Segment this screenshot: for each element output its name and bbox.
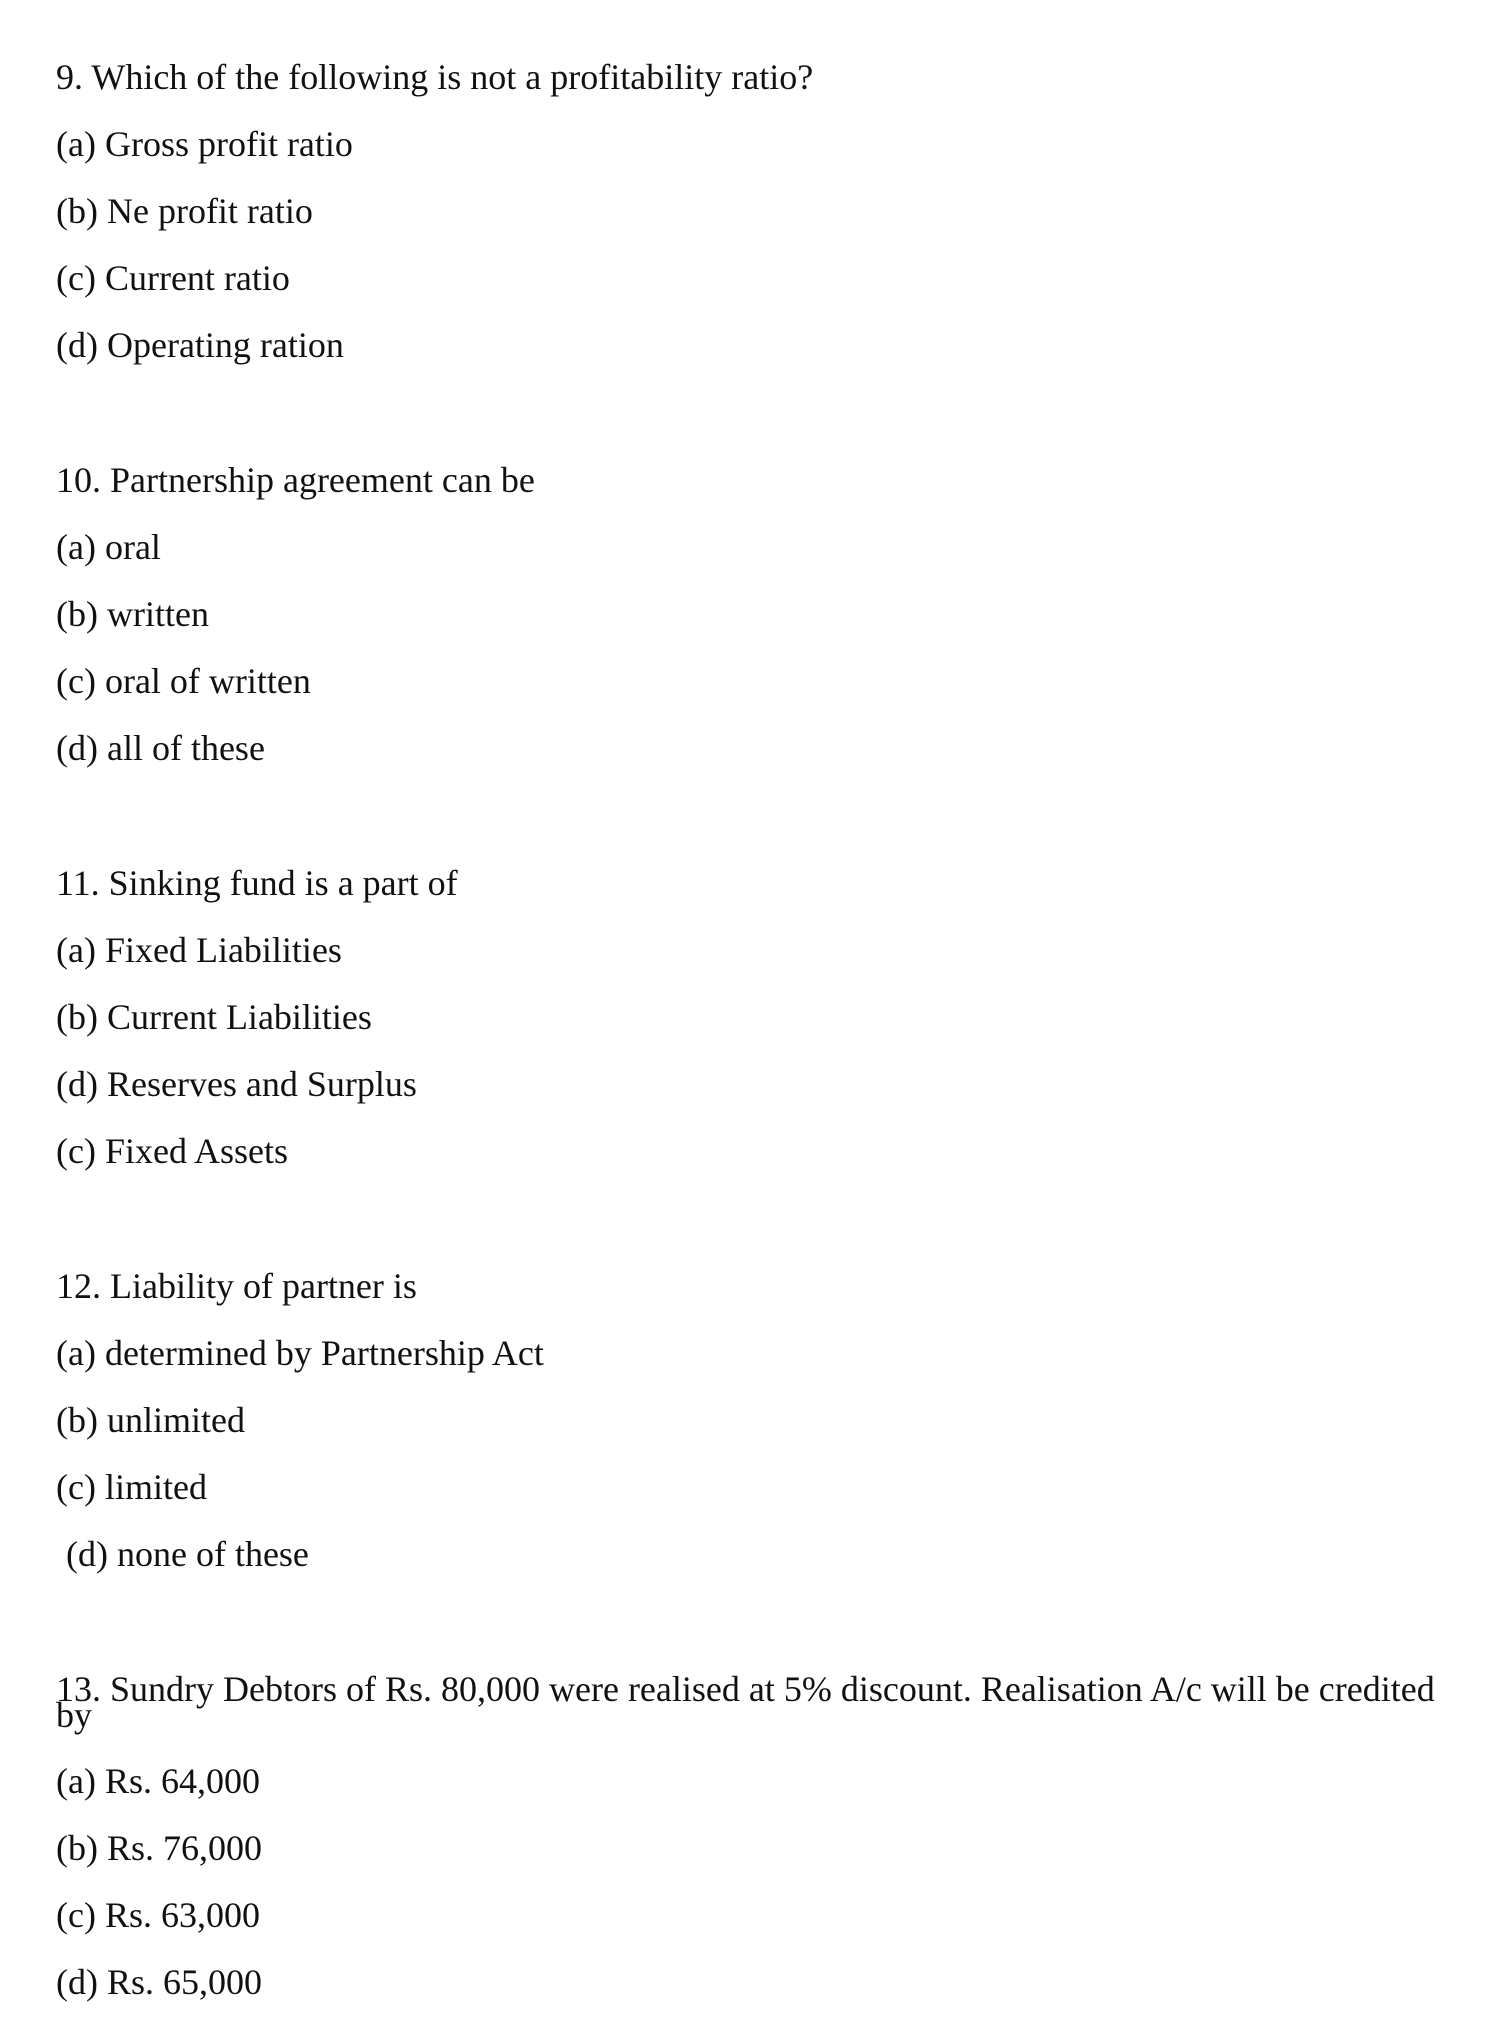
option-a: (a) oral xyxy=(56,527,161,567)
option-b: (b) unlimited xyxy=(56,1400,245,1440)
option-c: (c) Current ratio xyxy=(56,258,290,298)
option-c: (c) limited xyxy=(56,1467,207,1507)
option-d: (d) Reserves and Surplus xyxy=(56,1064,417,1104)
option-a: (a) Gross profit ratio xyxy=(56,124,353,164)
option-c: (c) Rs. 63,000 xyxy=(56,1895,260,1935)
option-b: (b) Ne profit ratio xyxy=(56,191,313,231)
option-a: (a) Fixed Liabilities xyxy=(56,930,342,970)
option-b: (b) Current Liabilities xyxy=(56,997,372,1037)
option-d: (d) Operating ration xyxy=(56,325,344,365)
option-d: (d) Rs. 65,000 xyxy=(56,1962,262,2002)
question-9 xyxy=(56,57,1456,399)
question-stem: 11. Sinking fund is a part of xyxy=(56,863,458,903)
option-a: (a) determined by Partnership Act xyxy=(56,1333,544,1373)
option-b: (b) written xyxy=(56,594,209,634)
option-c: (c) Fixed Assets xyxy=(56,1131,288,1171)
question-stem: 13. Sundry Debtors of Rs. 80,000 were realised at 5% discount. Realisation A/c will be credited by xyxy=(56,1669,1435,1735)
option-b: (b) Rs. 76,000 xyxy=(56,1828,262,1868)
question-stem: 9. Which of the following is not a profitability ratio? xyxy=(56,57,814,97)
option-d: (d) all of these xyxy=(56,728,265,768)
option-d: (d) none of these xyxy=(66,1534,309,1574)
question-10 xyxy=(56,460,1456,802)
question-13 xyxy=(56,1669,1456,2036)
question-11 xyxy=(56,863,1456,1205)
question-stem: 10. Partnership agreement can be xyxy=(56,460,535,500)
option-a: (a) Rs. 64,000 xyxy=(56,1761,260,1801)
option-c: (c) oral of written xyxy=(56,661,311,701)
question-stem: 12. Liability of partner is xyxy=(56,1266,417,1306)
question-12 xyxy=(56,1266,1456,1608)
